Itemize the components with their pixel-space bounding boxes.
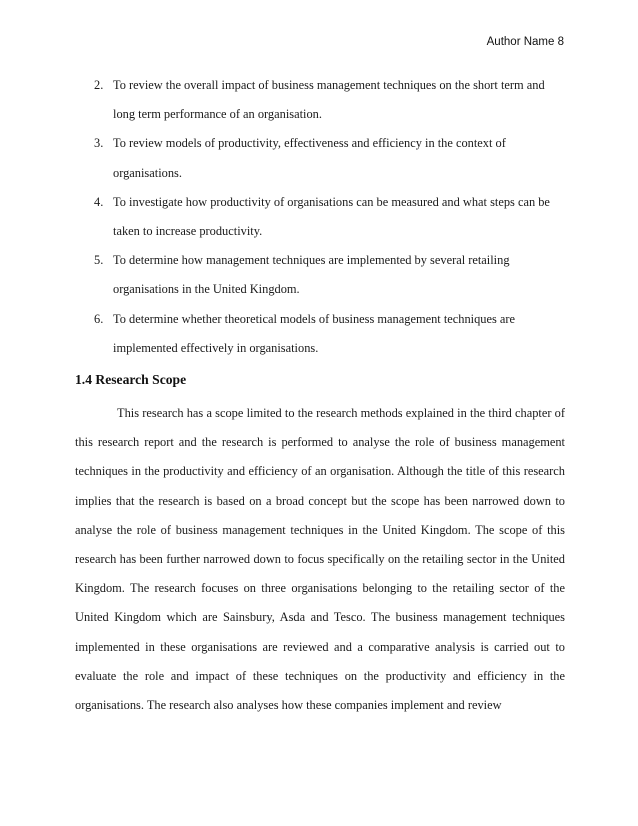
objective-text: To determine how management techniques are implemented by several retailing organisations in the United Kingdom.	[113, 253, 510, 297]
objective-number: 3.	[94, 136, 104, 151]
running-head: Author Name 8	[486, 36, 564, 48]
objective-text: To determine whether theoretical models of business management techniques are implemented effectively in organisations.	[113, 311, 516, 355]
objective-item	[0, 246, 638, 304]
body-paragraph: This research has a scope limited to the research methods explained in the third chapter of this research report and the research is performed to analyse the role of business management techniques in the productivity and efficiency of an organisation. Although the title of this research implies that the research is based on a broad concept but the scope has been narrowed down to analyse the role of business management techniques in the United Kingdom. The scope of this research has been further narrowed down to focus specifically on the retailing sector in the United Kingdom. The research focuses on three organisations belonging to the retailing sector of the United Kingdom which are Sainsbury, Asda and Tesco. The business management techniques implemented in these organisations are reviewed and a comparative analysis is carried out to evaluate the role and impact of these techniques on the productivity and efficiency in the organisations. The research also analyses how these companies implement and review	[75, 406, 565, 713]
objective-item	[0, 188, 638, 246]
objective-text: To review models of productivity, effectiveness and efficiency in the context of organisations.	[113, 136, 506, 180]
objective-item	[0, 305, 638, 363]
objective-item	[0, 129, 638, 187]
objectives-list	[0, 71, 638, 363]
objective-number: 6.	[94, 311, 104, 326]
objective-text: To investigate how productivity of organisations can be measured and what steps can be taken to increase productivity.	[113, 194, 550, 239]
objective-item	[0, 71, 638, 129]
objective-number: 2.	[94, 78, 104, 92]
objective-number: 4.	[94, 194, 104, 209]
section-heading: 1.4 Research Scope	[75, 372, 187, 387]
objective-number: 5.	[94, 253, 104, 268]
objective-text: To review the overall impact of business management techniques on the short term and long term performance of an organisation.	[113, 78, 545, 122]
